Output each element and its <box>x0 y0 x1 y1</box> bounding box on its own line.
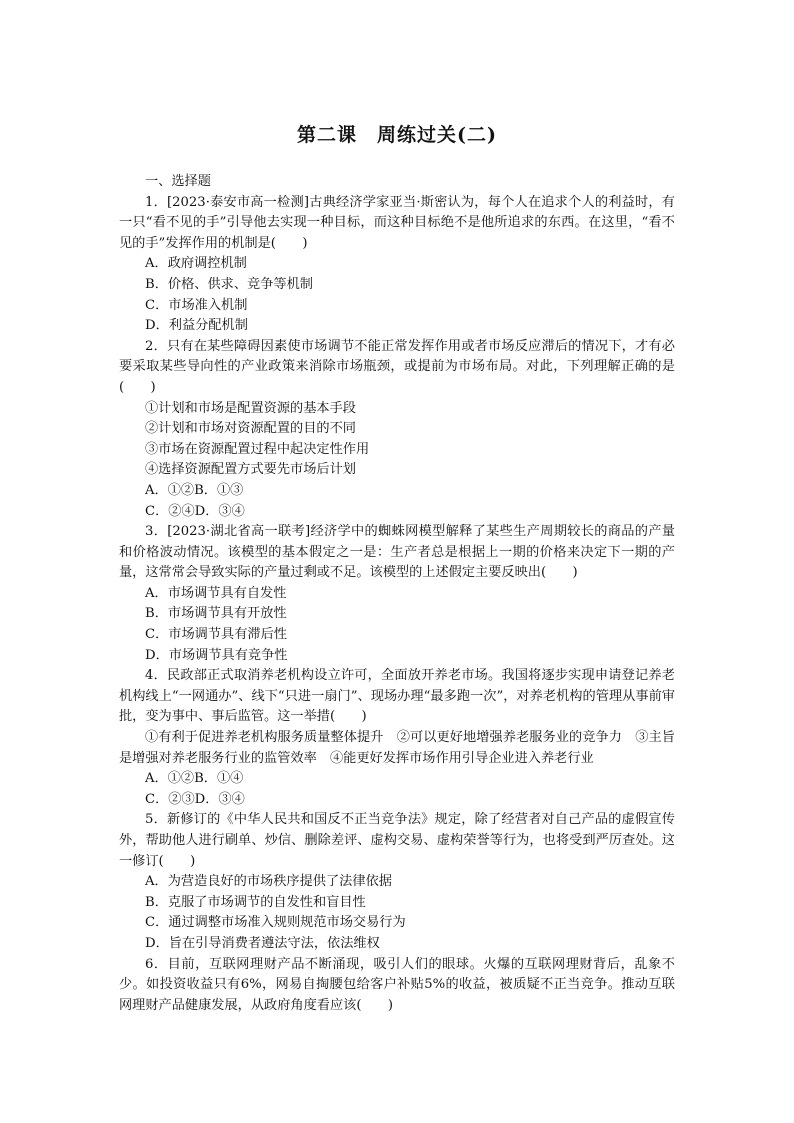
question-2-statement-1: ①计划和市场是配置资源的基本手段 <box>145 400 356 416</box>
question-4-options-cd: C．②③D．③④ <box>145 791 245 807</box>
question-5-stem: 5．新修订的《中华人民共和国反不正当竞争法》规定，除了经营者对自己产品的虚假宣传外，帮助他人进行刷单、炒信、删除差评、虚构交易、虚构荣誉等行为，也将受到严厉查处。这一修订( ) <box>119 812 675 869</box>
page-title: 第二课 周练过关(二) <box>297 124 497 146</box>
question-4-statements: ①有利于促进养老机构服务质量整体提升 ②可以更好地增强养老服务业的竞争力 ③主旨是增强对养老服务行业的监管效率 ④能更好发挥市场作用引导企业进入养老行业 <box>119 730 675 766</box>
question-3-stem: 3．[2023·湖北省高一联考]经济学中的蜘蛛网模型解释了某些生产周期较长的商品的产量和价格波动情况。该模型的基本假定之一是：生产者总是根据上一期的价格来决定下一期的产量，这常常会导致实际的产量过剩或不足。该模型的上述假定主要反映出( ) <box>119 524 675 581</box>
question-5-option-a: A．为营造良好的市场秩序提供了法律依据 <box>145 874 392 890</box>
question-1-option-a: A．政府调控机制 <box>145 256 247 272</box>
question-6-stem: 6．目前，互联网理财产品不断涌现，吸引人们的眼球。火爆的互联网理财背后，乱象不少。如投资收益只有6%，网易自掏腰包给客户补贴5%的收益，被质疑不正当竞争。推动互联网理财产品健康发展，从政府角度看应该( ) <box>119 956 675 1013</box>
question-1-option-b: B．价格、供求、竞争等机制 <box>145 276 313 292</box>
question-4-stem: 4．民政部正式取消养老机构设立许可，全面放开养老市场。我国将逐步实现申请登记养老机构线上“一网通办”、线下“只进一扇门”、现场办理“最多跑一次”，对养老机构的管理从事前审批，变为事中、事后监管。这一举措( ) <box>119 668 675 725</box>
question-3-option-b: B．市场调节具有开放性 <box>145 606 287 622</box>
question-1-option-d: D．利益分配机制 <box>145 318 248 334</box>
question-1-stem: 1．[2023·泰安市高一检测]古典经济学家亚当·斯密认为，每个人在追求个人的利益时，有一只“看不见的手”引导他去实现一种目标，而这种目标绝不是他所追求的东西。在这里，“看不见的手”发挥作用的机制是( ) <box>119 194 675 251</box>
question-2-stem: 2．只有在某些障碍因素使市场调节不能正常发挥作用或者市场反应滞后的情况下，才有必要采取某些导向性的产业政策来消除市场瓶颈，或提前为市场布局。对此，下列理解正确的是( ) <box>119 338 675 395</box>
question-3-option-d: D．市场调节具有竞争性 <box>145 647 288 663</box>
question-1-option-c: C．市场准入机制 <box>145 297 248 313</box>
question-2-statement-3: ③市场在资源配置过程中起决定性作用 <box>145 441 370 457</box>
question-3-option-a: A．市场调节具有自发性 <box>145 585 287 601</box>
question-2-options-cd: C．②④D．③④ <box>145 503 245 519</box>
question-list <box>119 172 675 1016</box>
question-2-options-ab: A．①②B．①③ <box>145 482 244 498</box>
question-2-statement-2: ②计划和市场对资源配置的目的不同 <box>145 421 356 437</box>
question-5-option-d: D．旨在引导消费者遵法守法，依法维权 <box>145 935 380 951</box>
question-5-option-c: C．通过调整市场准入规则规范市场交易行为 <box>145 915 406 931</box>
question-3-option-c: C．市场调节具有滞后性 <box>145 627 287 643</box>
question-5-option-b: B．克服了市场调节的自发性和盲目性 <box>145 894 366 910</box>
question-2-statement-4: ④选择资源配置方式要先市场后计划 <box>145 462 356 478</box>
section-heading: 一、选择题 <box>145 174 211 189</box>
question-4-options-ab: A．①②B．①④ <box>145 771 244 787</box>
